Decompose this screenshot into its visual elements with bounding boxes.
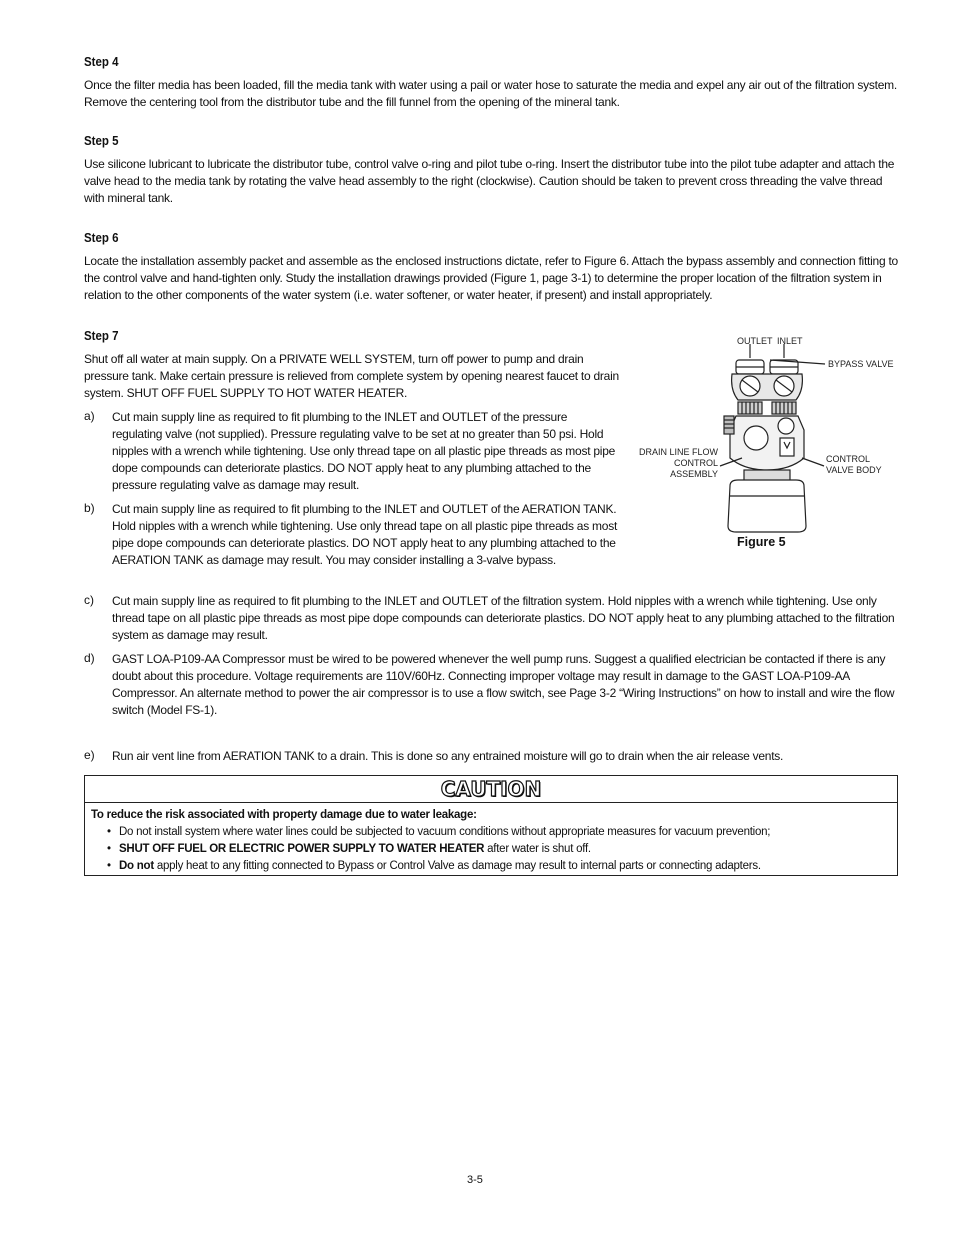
drain-line-label-3: ASSEMBLY (670, 469, 718, 479)
caution-bullet-3-bold: Do not (119, 860, 154, 872)
caution-box (84, 775, 898, 876)
caution-bullet-3 (91, 858, 891, 875)
caution-bullet-1 (91, 824, 891, 841)
step-6-text: Locate the installation assembly packet and assemble as the enclosed instructions dictate, refer to Figure 6. Attach the bypass assembly and connection fitting to the control valve and hand-tighten only. Study the installation drawings provided (Figure 1, page 3-1) to determine the proper location of the filtration system in relation to the other components of the water system (i.e. water softener, or water heater, if present) and install appropriately. (84, 254, 898, 302)
item-e-text: Run air vent line from AERATION TANK to a drain. This is done so any entrained moisture will go to drain when the air release vents. (112, 749, 784, 763)
step-7-item-a (84, 409, 620, 494)
step-7-heading: Step 7 (84, 329, 119, 343)
drain-line-label-1: DRAIN LINE FLOW (638, 447, 718, 457)
item-a-text: Cut main supply line as required to fit plumbing to the INLET and OUTLET of the pressure regulating valve (not supplied). Pressure regulating valve to be set at no greater than 50 psi. Hold nipples with a wrench while tightening. Use only thread tape on all plastic pipe threads as most pipe dope compounds can deteriorate plastics. DO NOT apply heat to any plumbing attached to the pressure regulating valve as damage may result. (112, 410, 616, 492)
figure-5 (620, 330, 900, 555)
bullet-dot: • (107, 860, 111, 872)
caution-bullet-2-text: after water is shut off. (484, 843, 591, 855)
item-d-label: d) (84, 651, 95, 665)
caution-bullet-2 (91, 841, 891, 858)
step-7-intro: Shut off all water at main supply. On a PRIVATE WELL SYSTEM, turn off power to pump and drain pressure tank. Make certain pressure is relieved from complete system by opening nearest faucet to drain system. SHUT OFF FUEL SUPPLY TO HOT WATER HEATER. (84, 352, 619, 400)
step-6-section (84, 231, 898, 304)
outlet-label: OUTLET (737, 336, 773, 346)
step-4-text: Once the filter media has been loaded, fill the media tank with water using a pail or water hose to saturate the media and expel any air out of the filtration system. Remove the centering tool from the distributor tube and the fill funnel from the opening of the mineral tank. (84, 78, 897, 109)
step-5-text: Use silicone lubricant to lubricate the distributor tube, control valve o-ring and pilot tube o-ring. Insert the distributor tube into the pilot tube adapter and attach the valve head to the media tank by rotating the valve head assembly to the right (clockwise). Caution should be taken to prevent cross threading the valve thread with mineral tank. (84, 157, 895, 205)
step-7-item-d (84, 651, 898, 719)
step-4-heading: Step 4 (84, 55, 119, 69)
bypass-valve-label: BYPASS VALVE (828, 359, 894, 369)
step-7-section (84, 329, 620, 402)
caution-lead: To reduce the risk associated with property damage due to water leakage: (91, 809, 477, 821)
item-e-label: e) (84, 748, 95, 762)
caution-bullet-1-text: Do not install system where water lines could be subjected to vacuum conditions without appropriate measures for vacuum prevention; (119, 826, 771, 838)
item-b-text: Cut main supply line as required to fit plumbing to the INLET and OUTLET of the AERATION TANK. Hold nipples with a wrench while tightening. Use only thread tape on all plastic pipe threads as most pipe dope compounds can deteriorate plastics. DO NOT apply heat to any plumbing attached to the AERATION TANK as damage may result. You may consider installing a 3-valve bypass. (112, 502, 618, 567)
step-7-item-b (84, 501, 620, 569)
bullet-dot: • (107, 826, 111, 838)
page-number: 3-5 (467, 1174, 483, 1186)
step-7-item-c (84, 593, 898, 644)
inlet-label: INLET (777, 336, 803, 346)
bullet-dot: • (107, 843, 111, 855)
item-c-text: Cut main supply line as required to fit plumbing to the INLET and OUTLET of the filtration system. Hold nipples with a wrench while tightening. Use only thread tape on all plastic pipe threads as most pipe dope compounds can deteriorate plastics. DO NOT apply heat to any plumbing attached to the filtration system as damage may result. (112, 594, 895, 642)
step-6-heading: Step 6 (84, 231, 119, 245)
control-valve-body-label (826, 454, 882, 476)
step-5-section (84, 134, 898, 207)
control-valve-label-1: CONTROL (826, 454, 871, 464)
caution-bullet-2-bold: SHUT OFF FUEL OR ELECTRIC POWER SUPPLY TO WATER HEATER (119, 843, 485, 855)
drain-line-label-2: CONTROL (673, 458, 718, 468)
figure-caption: Figure 5 (737, 535, 786, 549)
step-7-item-e (84, 748, 898, 765)
step-4-section (84, 55, 898, 111)
caution-bullet-3-text: apply heat to any fitting connected to Bypass or Control Valve as damage may result to internal parts or connecting adapters. (153, 860, 761, 872)
item-d-text: GAST LOA-P109-AA Compressor must be wired to be powered whenever the well pump runs. Suggest a qualified electrician be contacted if there is any doubt about this procedure. Voltage requirements are 110V/60Hz. Connecting improper voltage may result in damage to the GAST LOA-P109-AA Compressor. An alternate method to power the air compressor is to use a flow switch, see Page 3-2 “Wiring Instructions” on how to install and wire the flow switch (Model FS-1). (112, 652, 895, 717)
item-a-label: a) (84, 409, 95, 423)
control-valve-label-2: VALVE BODY (826, 465, 882, 475)
drain-line-label (626, 447, 718, 480)
caution-title: CAUTION (85, 776, 897, 803)
item-c-label: c) (84, 593, 94, 607)
step-5-heading: Step 5 (84, 134, 119, 148)
item-b-label: b) (84, 501, 95, 515)
